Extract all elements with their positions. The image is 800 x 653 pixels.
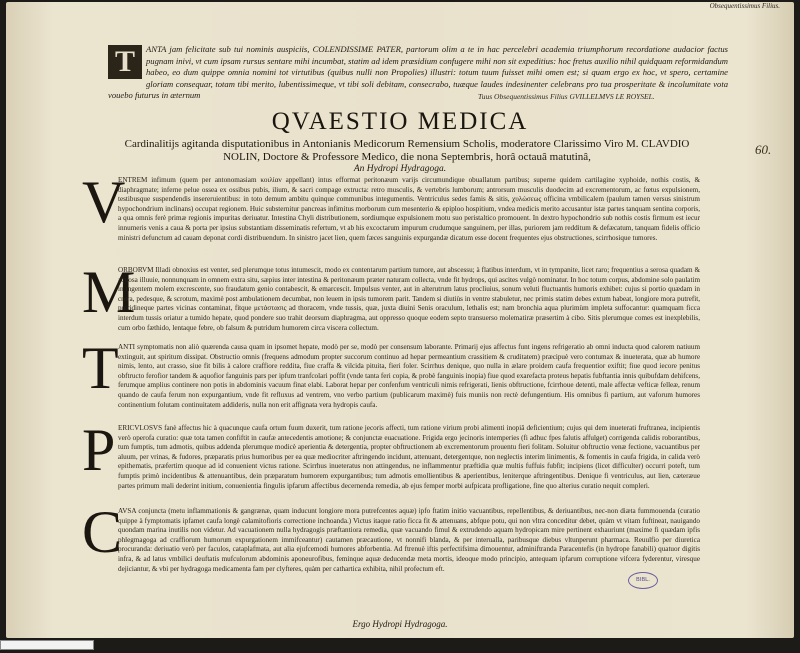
dedication-initial: T: [108, 45, 142, 79]
scale-ruler: [0, 640, 94, 650]
dedication-text: ANTA jam felicitate sub tui nominis auspiciis, COLENDISSIME PATER, partorum olim a te in hac percelebri academia triumphorum recordatione audacior factus pugnam inivi, vt cum ipsam rursus sentare mihi incumbat, statim ad idem præsidium confugere mihi non sit expeditius: hoc fretus auxilio nihil quidquam reformidandum habeo, eo dum quippe omnia nomini tot virtutibus (quibus nulli non Propolies) illustri: totum tuum fuisset mihi omen est; si quam ergo ex hoc, vt spero, certamine gloriam consequar, totam tibi merito, lubentissimeque, vt tibi soli debitam, consecrabo, tuæque laudes indesinenter celebrans pro tua prosperitate & incolumitate vota vouebo futurus in æternum: [108, 44, 728, 101]
paragraph-4-initial: P: [82, 417, 116, 483]
paragraph-3: ANTI symptomatis non aliò quærenda causa quam in ipsomet hepate, modò per se, modò per consensum laborante. Primarij ejus affectus funt ingens refrigeratio ab omni inducta quod calorem natiuum extinguit, aut spiritum dissipat. Obstructio omnis (frequens admodum propter succorum continuo ad hepar permeantium crassitiem & cruditatem) præcipuè vero contumax & inueterata, quæ ab humore nimis, lento, aut crasso, siue fit bilis à calore craffiore reddita, fiue craffa & vilcida pituita, fieri foler. Scirrhus denique, quo nulla in ælare proidem caufa frequentior exiftit; fiue quod iecore penitus obftructo ferofior tandem & aquofior fanguinis pars per ipfum tranfcolari poffit (vnde tanta feri copia, & probè fanguinis inopia) fiue quod exarefacta proteus hepatis fubftantia innis quibufdam dehifcens, ferumque amplius continere non potis in abdominis vacuum finat elabi. Laborat hepar per confenfum ventriculi nimis refrigerati, lienis obftructione, fcirrhoue detenti, male affectæ vefticæ felleæ, renum quando de caufa ferum non expurgantium, vnde fit refluxus ad ventrem, vno verbo partium (publicarum maximè) fuis muniis non rectè defungentium. His omnibus fi partium, aut vaforum humores continentium folutam continuitatem addideris, nulla non erit affignata vera hydropis caufa.: [118, 343, 700, 409]
library-stamp: BIBL.: [628, 572, 658, 589]
paragraph-2: ORBORVM Illadi obnoxius est venter, sed plerumque totus intumescit, modo ex contentarum partium tumore, aut abscessu; à flatibus interdum, vt in tympanite, licet raro; frequentius a serosa quadam & aquosa illuuie, nonnunquam in omnem extra situ, sæpius inter intestina & peritonæum præter naturam collecta, vnde fit hydrops, qui ascites vulgò nominatur. In hoc totum corpus, abdomine solo paulatim in ingentem molem excrescente, suo fraudatum genio contabescit, & emarcescit. Impulsus venter, aut in alterutrum latus procliuius, sonum veluti fluctuantis humoris exhibet: cujus si portio quædam in crura, pedesque, & scrotum, maximè post ambulationem decumbat, non leuem in ipsis tumorem parit. Tandem si diutiùs in ventre stabuletur, nec primis statim debes extum habeat, longiore mora putrefit, putridineque partes vicinas contaminat, fitque μετάστασις ad thoracem, vnde tussis, quæ, juxta diuini Senis oraculum, lethalis est; nam bronchia aqua plurimùm impleta suffocantur: quamquam ficca interdum tussis oriatur a tumido hepate, quod pondere suo trahit deorsum diaphragma, aut oppresso quoque eodem septo transuerso molematiræ præsertim à cibo. Sitis plerumque comes est inexplebilis, cum orbo fæthido, lentaque febre, ob falsum & putridum humorem circa viscera collectum.: [118, 266, 700, 332]
subtitle: Cardinalitijs agitanda disputationibus in Antonianis Medicorum Remensium Scholis, moderatore Clarissimo Viro M. CLAVDIO NOLIN, Doctore & Professore Medico, die nona Septembris, horâ octauâ matutinâ,: [124, 138, 690, 163]
page-title: QVAESTIO MEDICA: [271, 108, 529, 135]
top-note: Obsequentissimus Filius.: [709, 2, 780, 10]
paragraph-1-initial: V: [82, 169, 126, 235]
paragraph-3-initial: T: [82, 335, 119, 401]
paragraph-2-initial: M: [82, 259, 136, 325]
folio-number: 60.: [755, 142, 772, 157]
closing-line: Ergo Hydropi Hydragoga.: [352, 619, 448, 629]
question-line: An Hydropi Hydragoga.: [353, 164, 447, 174]
paragraph-5: AVSA conjuncta (metu inflammationis & gangrænæ, quam inducunt longiore mora putrefcentes aquæ) ipfo ftatim initio vacuantibus, repellentibus, & deriuantibus, nec-non diæta fummouenda (curatio quippe à fymptomatis ipfamet caufa longè calamitofioris correctione inchoanda.) Victus itaque ratio ficca fit & attenuans, abfque potu, qui non vltra conceditur debet, quàm vt vitam fuftineat, nauigando quondam marina inutilis non videtur. Ad vacuationem nulla hydragogis præftantiora remedia, quæ vacuando fimul & extrudendo aquam hydropicam mire pertinent exhauriunt (maxime fi quædam ipfis phlegmagoga ad craffiorum humorum expurgationem immifceantur) cautamen præcautione, vt nonnifi blanda, & per interualla, paribusque diebus vltunperunt pharmaca. Reuulfio per diuretica procuranda: deriuatio verò per faculos, cataplafmata, aut alia ejufcemodi humores abforbentia. Ad ftrenuè iftis perfectifsima dimouentur, adminiftranda Paracentefis (in hydrope fanabili) quatuor digitis infra, & ad latus vmbilici deuftatis mufculorum abdominis aponeurofibus, feminque aquæ deducendæ meta mortis, ideoque modo principio, antequam ipfarum corruptione vifcera fyderentur, viresque dejiciantur, & vbi per hydragoga medicamenta fam per clyfteres, quàm per cathartica exhibita, nihil profectum eft.: [118, 507, 700, 573]
paragraph-1: ENTREM infimum (quem per antonomasiam κοιλίαν appellant) intus efformat peritonæum varijs circumundique obuallatum partibus; superne quidem cartilagine xyphoide, nothis costis, & diaphragmate; inferne pelue ossea ex ossibus pubis, ilium, & sacri compage extructa: retro musculis, & vertebris lumborum; antrorsum musculis duodecim ad excrementorum, ac fœtus expulsionem, testibusque suspendendis insereruientibus: in toto demum ambitu quinque communibus integumentis. Ventriculus sedes famis & sitis, χυλώσεως officina vmbilicalem (paulum tamen versus sinistrum hypochondrium inclinans) occupat regionem. Huic substernitur pancreas infimitus morborum cum mesenterio & epiploo hospitium, vndea medicis merito accusantur istæ partes tanquam sentina corporis, a qua omnis ferè primæ regionis impuritas deriuatur. Intestina Chyli distributionem, sordiumque expulsionem motu suo peristaltico promouent. In dextro hypochondrio sub nothis costis firmum est iecur innumeris venis a caua & porta per ipsius substantiam disseminatis refertum, vt ab his excoctarum impurum crudumque sanguinem, per illas, puriorem jam redditum & defæcatum, tanquam fidelis officio ministri defunctum ad cauam deponat cordi distribuendum. In sinistro jacet lien, quem fæces sanguinis expurgandæ dicatum esse docent frequentes ejus obstructiones, scirrhosique tumores.: [118, 176, 700, 242]
dedication-signature: Tuus Obsequentissimus Filius GVILLELMVS LE ROYSEL.: [478, 92, 655, 101]
paragraph-4: ERICVLOSVS fanè affectus hic à quacunque caufa ortum fuum duxerit, tum ratione jecoris affecti, tum ratione virium probi alimenti inopiâ deficientium; cujus qui dem inueterati fruftranea, incipientis verò operofa curatio: quæ tota tamen confiftit in caufæ antecedentis amotione; & conjunctæ euacuatione. Frigida ergo jecinoris intemperies (fi adhuc fpes falutis affulget) corrigenda calidis roborantibus, tum fumptis, tum admotis, quibus addenda plerumque modicè aperientia & detergentia, propter obftructionem ab excrementorum prouentu fieri folitam. Soluitur obftructio venæ fectione, vacuantibus per aluum, per vrinas, & fudores, præparatis prius humoribus per ea quæ mediocriter aftringendo incidunt, attenuant, detergentque, non neglectis interim linimentis, & fomentis in caufa frigida, in calida verò epithematis, præfertim quoque ad id conuenient victus ratione. Scirrhus inueteratus non attingendus, ne inflammentur præftidia quæ multis fuffuis fubfit; incipiens (licet difficulter) occurri poteft, tum fumptis primò incidentibus & attenuantibus, dein præparatum humorem expurgantibus; tum admotis emollientibus & aperientibus, leniterque aftringentibus. Denique fi ventriculus, aut lien, cæteræue partes primum mali dederint initium, conuenientia fingulis ipfarum affectibus decernenda remedia, ab ejus femper morbi aufpicata profligatione, fine quo alterius curatio nequit compleri.: [118, 424, 700, 490]
paragraph-5-initial: C: [82, 499, 123, 565]
